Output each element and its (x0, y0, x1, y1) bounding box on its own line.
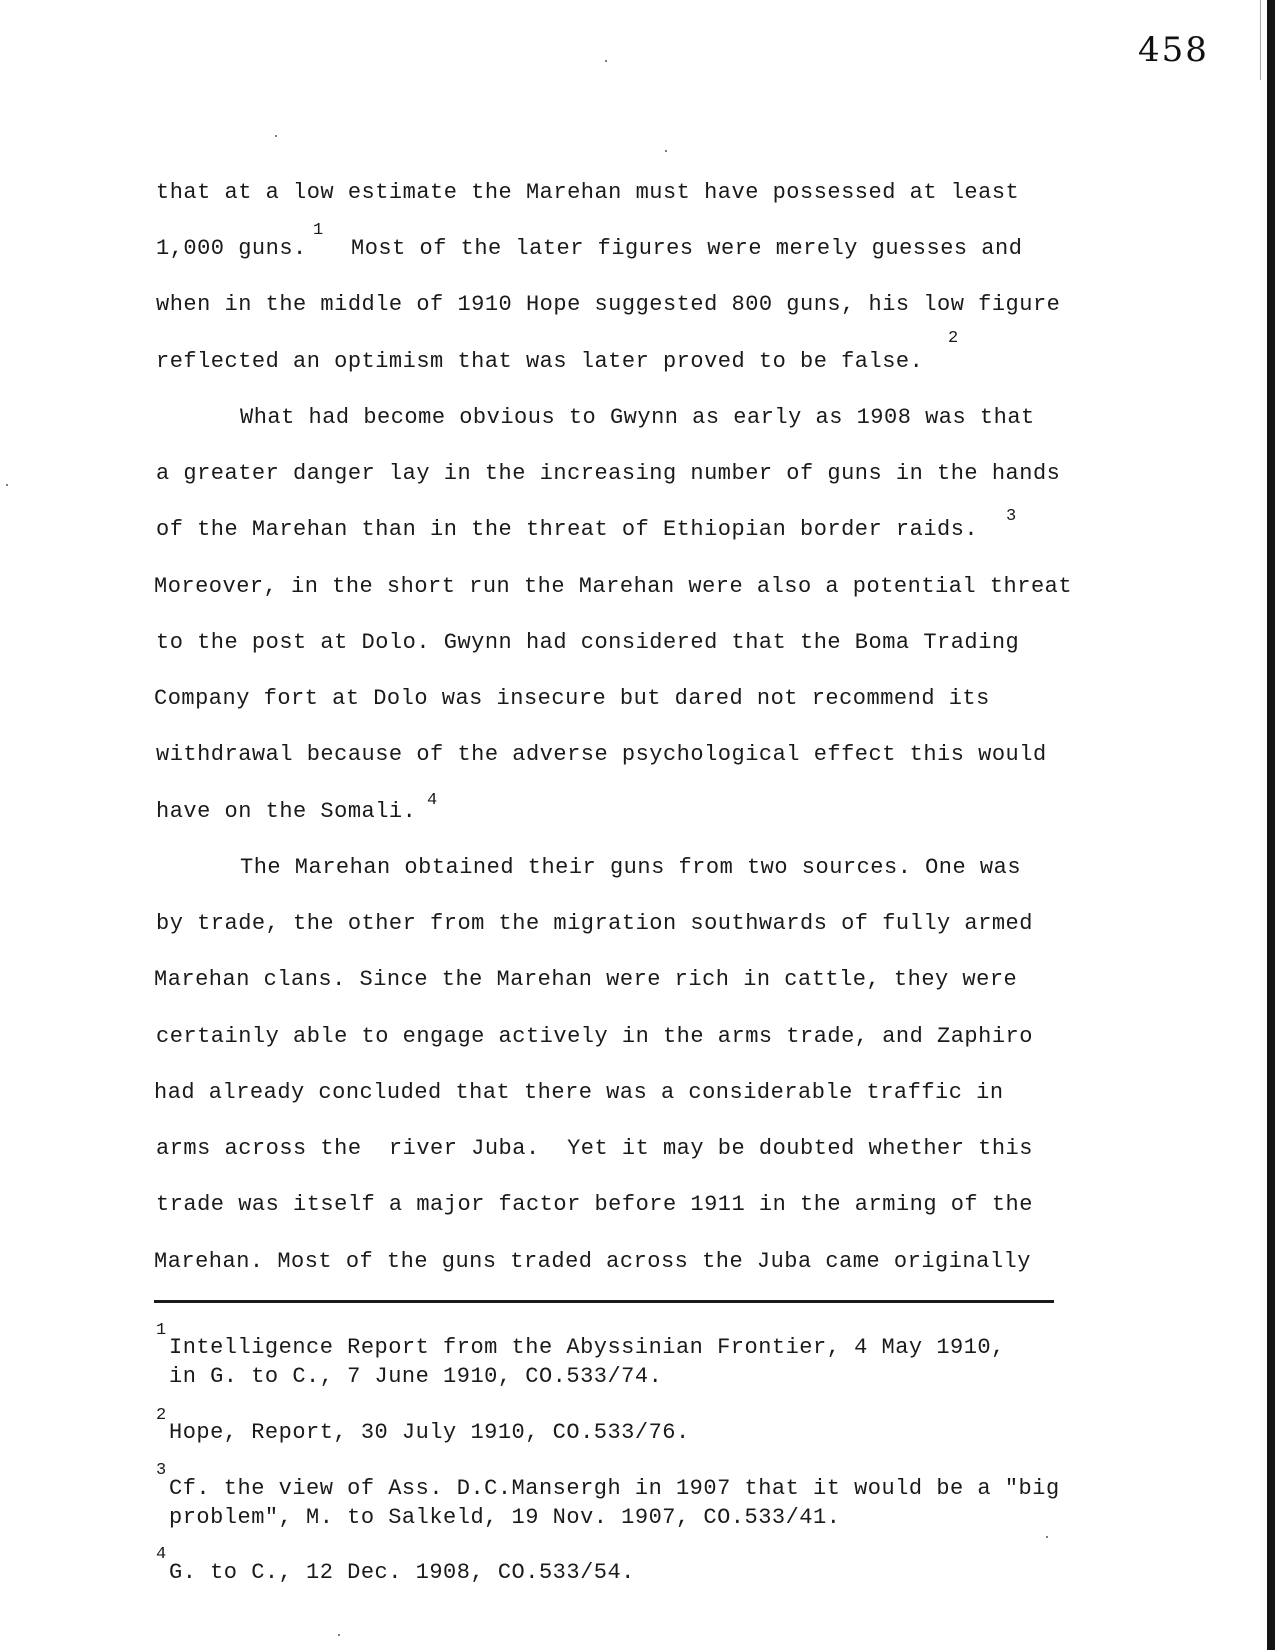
scan-speck (665, 150, 667, 152)
page-number: 458 (1138, 30, 1209, 70)
body-line: withdrawal because of the adverse psychological effect this would (156, 742, 1047, 767)
scan-speck (338, 1634, 340, 1636)
scan-speck (605, 60, 607, 62)
body-line: The Marehan obtained their guns from two sources. One was (240, 855, 1022, 880)
footnote-line: G. to C., 12 Dec. 1908, CO.533/54. (169, 1560, 635, 1585)
body-line: Most of the later figures were merely guesses and (351, 236, 1023, 261)
body-line: arms across the river Juba. Yet it may be doubted whether this (156, 1136, 1033, 1161)
footnote-marker: 4 (427, 791, 438, 810)
page-edge (1267, 0, 1275, 1650)
footnote-line: Intelligence Report from the Abyssinian Frontier, 4 May 1910, (169, 1335, 1005, 1360)
scan-speck (6, 484, 8, 486)
body-line: What had become obvious to Gwynn as early as 1908 was that (240, 405, 1035, 430)
body-line: trade was itself a major factor before 1911 in the arming of the (156, 1192, 1033, 1217)
footnote-number: 4 (156, 1545, 167, 1564)
body-line: Marehan. Most of the guns traded across the Juba came originally (154, 1249, 1031, 1274)
body-line: of the Marehan than in the threat of Ethiopian border raids. (156, 517, 979, 542)
footnote-number: 2 (156, 1406, 167, 1425)
body-line: reflected an optimism that was later proved to be false. (156, 349, 924, 374)
body-line: that at a low estimate the Marehan must have possessed at least (156, 180, 1020, 205)
body-line: have on the Somali. (156, 799, 417, 824)
footnote-marker: 1 (313, 221, 324, 240)
footnote-rule (154, 1300, 1054, 1303)
body-line: to the post at Dolo. Gwynn had considered that the Boma Trading (156, 630, 1020, 655)
scan-speck (275, 135, 277, 137)
body-line: had already concluded that there was a considerable traffic in (154, 1080, 1004, 1105)
footnote-line: problem", M. to Salkeld, 19 Nov. 1907, CO.533/41. (169, 1505, 841, 1530)
body-line: by trade, the other from the migration southwards of fully armed (156, 911, 1033, 936)
body-line: Moreover, in the short run the Marehan were also a potential threat (154, 574, 1073, 599)
footnote-line: in G. to C., 7 June 1910, CO.533/74. (169, 1364, 663, 1389)
page-edge-shadow (1260, 0, 1261, 80)
body-line: a greater danger lay in the increasing number of guns in the hands (156, 461, 1061, 486)
body-line: 1,000 guns. (156, 236, 307, 261)
scan-speck (1046, 1536, 1048, 1538)
footnote-number: 1 (156, 1321, 167, 1340)
body-line: Company fort at Dolo was insecure but dared not recommend its (154, 686, 990, 711)
footnote-line: Cf. the view of Ass. D.C.Mansergh in 1907 that it would be a "big (169, 1476, 1060, 1501)
footnote-number: 3 (156, 1461, 167, 1480)
body-line: when in the middle of 1910 Hope suggested 800 guns, his low figure (156, 292, 1061, 317)
footnote-marker: 3 (1006, 507, 1017, 526)
body-line: Marehan clans. Since the Marehan were rich in cattle, they were (154, 967, 1018, 992)
footnote-marker: 2 (948, 329, 959, 348)
body-line: certainly able to engage actively in the arms trade, and Zaphiro (156, 1024, 1033, 1049)
footnote-line: Hope, Report, 30 July 1910, CO.533/76. (169, 1420, 690, 1445)
